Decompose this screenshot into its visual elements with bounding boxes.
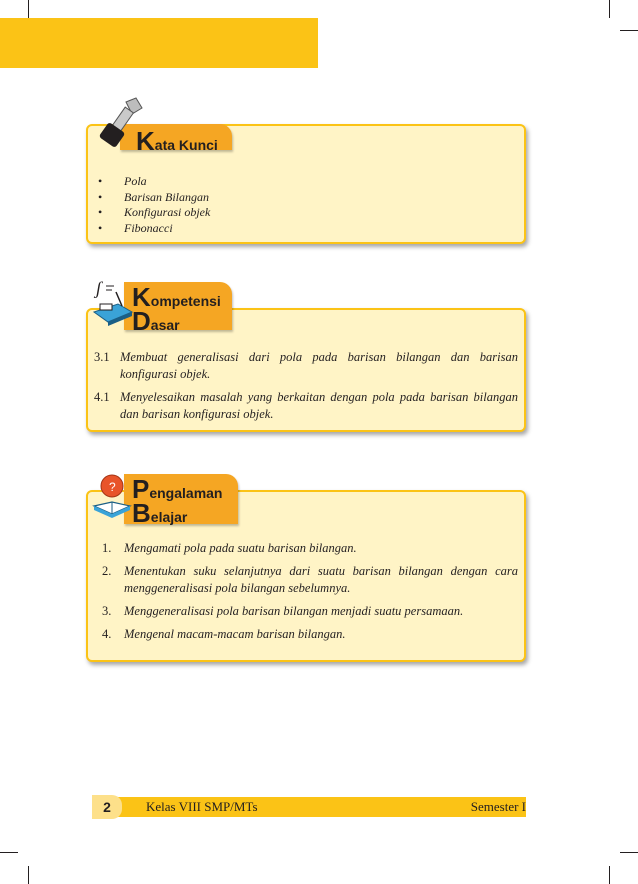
writing-desk-icon [92, 276, 136, 328]
title-initial: P [132, 474, 150, 504]
title-rest: elajar [150, 509, 188, 525]
list-item [94, 349, 518, 383]
item-number: 3. [102, 604, 112, 618]
item-number: 4.1 [94, 390, 110, 404]
kata-kunci-list [98, 174, 498, 236]
item-number: 1. [102, 541, 112, 555]
list-item [102, 563, 518, 597]
svg-text:ʃ: ʃ [96, 278, 102, 298]
title-rest: asar [150, 317, 180, 333]
title-initial: B [132, 498, 151, 528]
list-item [102, 540, 518, 557]
list-item [102, 603, 518, 620]
list-item: • Fibonacci [98, 220, 173, 235]
item-number: 2. [102, 564, 112, 578]
crop-mark [620, 852, 638, 853]
item-text: Menentukan suku selanjutnya dari suatu barisan bilangan dengan cara menggeneralisasi pola bilangan sebelumnya. [124, 564, 518, 595]
reading-book-icon [92, 470, 136, 520]
item-text: Mengamati pola pada suatu barisan bilangan. [124, 541, 357, 555]
title-rest: ompetensi [150, 293, 221, 309]
item-text: Mengenal macam-macam barisan bilangan. [124, 627, 346, 641]
pengalaman-title-line2 [132, 500, 187, 527]
svg-text:?: ? [109, 480, 116, 494]
item-number: 4. [102, 627, 112, 641]
crop-mark [609, 866, 610, 884]
item-number: 3.1 [94, 350, 110, 364]
crop-mark [28, 866, 29, 884]
title-initial: K [136, 126, 155, 156]
kompetensi-title-line2 [132, 308, 180, 335]
crop-mark [28, 0, 29, 18]
footer-semester: Semester I [470, 799, 526, 814]
item-text: Menggeneralisasi pola barisan bilangan menjadi suatu persamaan. [124, 604, 464, 618]
kompetensi-list [94, 349, 518, 429]
title-rest: ata Kunci [154, 137, 218, 153]
crop-mark [620, 30, 638, 31]
title-initial: K [132, 282, 151, 312]
pengalaman-list [102, 540, 518, 649]
list-item: • Konfigurasi objek [98, 205, 211, 219]
list-item: • Barisan Bilangan [98, 189, 210, 204]
page-number: 2 [92, 795, 122, 819]
footer-book-title: Kelas VIII SMP/MTs [146, 799, 258, 814]
crop-mark [609, 0, 610, 18]
item-text: Membuat generalisasi dari pola pada barisan bilangan dan barisan konfigurasi objek. [120, 350, 518, 381]
title-initial: D [132, 306, 151, 336]
list-item [94, 389, 518, 423]
header-band [0, 18, 318, 68]
crop-mark [0, 852, 18, 853]
kata-kunci-title [136, 128, 218, 155]
item-text: Menyelesaikan masalah yang berkaitan dengan pola pada barisan bilangan dan barisan konfigurasi objek. [120, 390, 518, 421]
list-item: • Pola [98, 174, 147, 188]
list-item [102, 626, 518, 643]
title-rest: engalaman [149, 485, 223, 501]
